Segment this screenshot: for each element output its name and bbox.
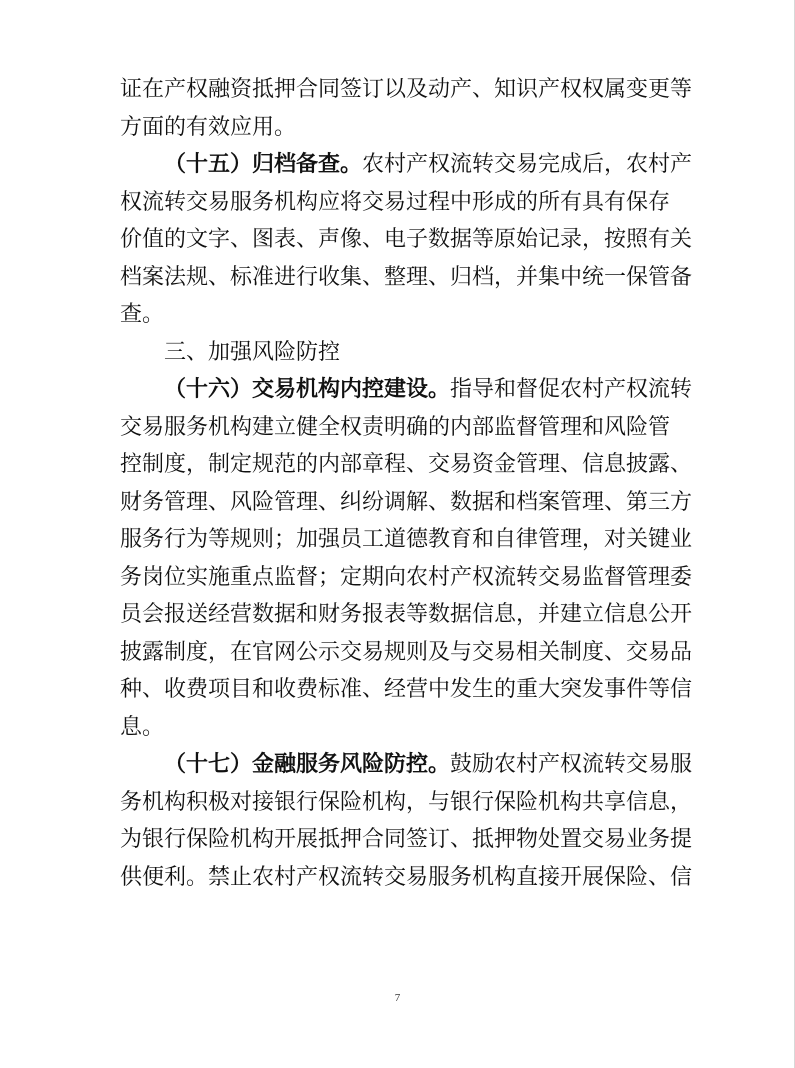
paragraph-2-line-1 [120, 146, 693, 184]
paragraph-4-heading: （十七）金融服务风险防控。 [164, 751, 451, 777]
paragraph-2-line-1-text: 农村产权流转交易完成后，农村产 [362, 152, 693, 177]
paragraph-4-line-1-text: 鼓励农村产权流转交易服 [450, 752, 693, 777]
paragraph-1-line-2: 方面的有效应用。 [120, 114, 297, 140]
section-title: 三、加强风险防控 [164, 339, 341, 365]
document-body [120, 71, 693, 896]
page-number: 7 [394, 992, 401, 1004]
paragraph-3-line-7: 员会报送经营数据和财务报表等数据信息，并建立信息公开 [120, 602, 693, 627]
paragraph-3-line-1-text: 指导和督促农村产权流转 [450, 377, 693, 402]
paragraph-4-line-3: 为银行保险机构开展抵押合同签订、抵押物处置交易业务提 [120, 827, 693, 852]
paragraph-2-heading: （十五）归档备查。 [164, 151, 363, 177]
paragraph-3-line-6: 务岗位实施重点监督；定期向农村产权流转交易监督管理委 [120, 564, 693, 590]
paragraph-3-line-4: 财务管理、风险管理、纠纷调解、数据和档案管理、第三方 [120, 489, 693, 515]
paragraph-2-line-4: 档案法规、标准进行收集、整理、归档，并集中统一保管备 [120, 264, 693, 290]
paragraph-4-line-2: 务机构积极对接银行保险机构，与银行保险机构共享信息， [120, 789, 693, 815]
paragraph-4-line-4: 供便利。禁止农村产权流转交易服务机构直接开展保险、信 [120, 864, 693, 890]
paragraph-3-line-8: 披露制度，在官网公示交易规则及与交易相关制度、交易品 [120, 639, 693, 665]
paragraph-3-line-2: 交易服务机构建立健全权责明确的内部监督管理和风险管 [120, 414, 671, 440]
paragraph-4-line-1 [120, 746, 693, 784]
paragraph-3-heading: （十六）交易机构内控建设。 [164, 376, 451, 402]
paragraph-1-line-1: 证在产权融资抵押合同签订以及动产、知识产权权属变更等 [120, 77, 693, 102]
paragraph-3-line-3: 控制度，制定规范的内部章程、交易资金管理、信息披露、 [120, 452, 693, 477]
paragraph-3-line-1 [120, 371, 693, 409]
paragraph-3-line-10: 息。 [120, 714, 165, 740]
paragraph-2-line-2: 权流转交易服务机构应将交易过程中形成的所有具有保存 [120, 189, 671, 215]
paragraph-3-line-5: 服务行为等规则；加强员工道德教育和自律管理，对关键业 [120, 527, 693, 552]
paragraph-2-line-5: 查。 [120, 302, 165, 327]
paragraph-2-line-3: 价值的文字、图表、声像、电子数据等原始记录，按照有关 [120, 227, 693, 252]
paragraph-3-line-9: 种、收费项目和收费标准、经营中发生的重大突发事件等信 [120, 677, 693, 702]
